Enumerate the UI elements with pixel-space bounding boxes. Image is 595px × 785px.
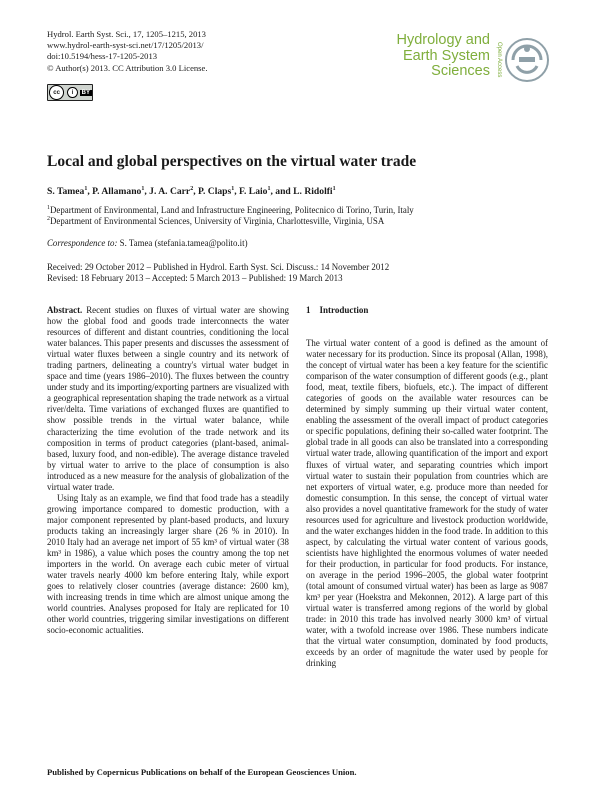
egu-logo-icon [504,37,550,83]
dates-line: Received: 29 October 2012 – Published in Hydrol. Earth Syst. Sci. Discuss.: 14 November 2012 [47,262,390,272]
abstract-label: Abstract. [47,305,83,315]
open-access-label: Open Access [496,42,502,78]
paper-title: Local and global perspectives on the virtual water trade [47,153,417,170]
affiliation: $^2$Department of Environmental Sciences, University of Virginia, Charlottesville, Virginia, USA [47,215,385,226]
author: S. Tamea$^1$, [47,186,93,198]
author: L. Ridolfi$^1$ [293,186,336,198]
correspondence: Correspondence to: S. Tamea (stefania.tamea@polito.it) [47,238,248,248]
publication-dates [47,262,389,284]
dates-line: Revised: 18 February 2013 – Accepted: 5 March 2013 – Published: 19 March 2013 [47,273,343,283]
author: P. Allamano$^1$, [92,186,150,198]
affiliation: $^1$Department of Environmental, Land and Infrastructure Engineering, Politecnico di Torino, Turin, Italy [47,204,414,215]
license-line: © Author(s) 2013. CC Attribution 3.0 License. [47,62,208,73]
cc-by-license-badge[interactable] [47,84,93,101]
doi-line[interactable]: doi:10.5194/hess-17-1205-2013 [47,51,158,62]
author: J. A. Carr$^2$, [149,186,198,198]
author: F. Laio$^1$, and [239,186,294,198]
journal-name-line: Sciences [431,63,490,79]
section-heading: 1 Introduction [306,305,369,315]
cc-icon: cc [49,85,64,100]
journal-name-line: Earth System [402,47,490,64]
citation-header [47,29,208,74]
journal-name-line: Hydrology and [396,32,490,48]
abstract [47,305,289,636]
introduction-paragraph: The virtual water content of a good is defined as the amount of water necessary for its production. Since its proposal (Allan, 1998), the concept of virtual water has been a key feature for the scientific comparison of the water consumption of different goods (e.g., plant food, meat, textile fibers, biofuels, etc.). The impact of different categories of goods on the available water resources can be determined by simply summing up their virtual water content, enabling the assessment of the overall impact of product categories or specific populations, defining their so-called water footprint. The global trade in all goods can also be translated into a corresponding virtual water trade, allowing quantification of the import and export fluxes of virtual water, and separating countries which import virtual water to sustain their population from countries which are net exporters of virtual water, e.g. produce more than needed for domestic consumption. In this sense, the concept of virtual water also provides a novel quantitative framework for the study of water resources used for agriculture and livestock production worldwide, and the water exchanges hidden in the food trade. In addition to this aspect, by calculating the virtual water content of various goods, scientists have highlighted the enormous volumes of water needed for their production, in particular for food products. For instance, on average in the period 1996–2005, the global water footprint (total amount of consumed virtual water) has been as large as 9087 km³ per year (Hoekstra and Mekonnen, 2012). A large part of this virtual water is transferred among regions of the world by global trade: in 2010 this trade has involved nearly 3000 km³ of virtual water, with a twofold increase over 1986. These numbers indicate that the virtual water consumption, dominated by food products, exceeds by an order of magnitude the water used by people for drinking [306,338,548,669]
abstract-paragraph: Using Italy as an example, we find that food trade has a steadily growing importance compared to domestic production, with a major component represented by plant-based products, and luxury products taking an increasingly larger share (26 % in 2010). In 2010 Italy had an average net import of 55 km³ of virtual water (38 km³ in 1986), a value which poses the country among the top net importers in the world. On average each cubic meter of virtual water travels nearly 4000 km before entering Italy, while export goes to relatively closer countries (average distance: 2600 km), with increasing trends in time which are almost unique among the world countries. Analyses proposed for Italy are replicated for 10 other world countries, triggering similar investigations on different socio-economic actualities. [47,492,289,636]
author-list [47,186,336,197]
abstract-paragraph: Abstract. Recent studies on fluxes of virtual water are showing how the global food and goods trade interconnects the water resources of different and distant countries, conditioning the local water balances. This paper presents and discusses the assessment of virtual water fluxes between a single country and its network of trading partners, delineating a country's virtual water budget in space and time (years 1986–2010). The fluxes between the country under study and its importing/exporting partners are visualized with a geographical representation shaping the trade network as a virtual river/delta. Time variations of exchanged fluxes are quantified to show possible trends in the virtual water balance, while characterizing the time evolution of the trade network and its composition in terms of product categories (plant-based, animal-based, luxury food, and non-edible). The average distance traveled by virtual water to arrive to the place of consumption is also introduced as a new measure for the analysis of globalization of the virtual water trade. [47,305,289,492]
author: P. Claps$^1$, [197,186,240,198]
citation-line: Hydrol. Earth Syst. Sci., 17, 1205–1215, 2013 [47,29,206,39]
attribution-icon: i [67,87,77,98]
journal-name [397,33,491,80]
by-label: BY [81,89,90,96]
url-line[interactable]: www.hydrol-earth-syst-sci.net/17/1205/2013/ [47,40,204,51]
introduction-text [306,338,548,669]
publisher-footer: Published by Copernicus Publications on behalf of the European Geosciences Union. [47,767,357,777]
